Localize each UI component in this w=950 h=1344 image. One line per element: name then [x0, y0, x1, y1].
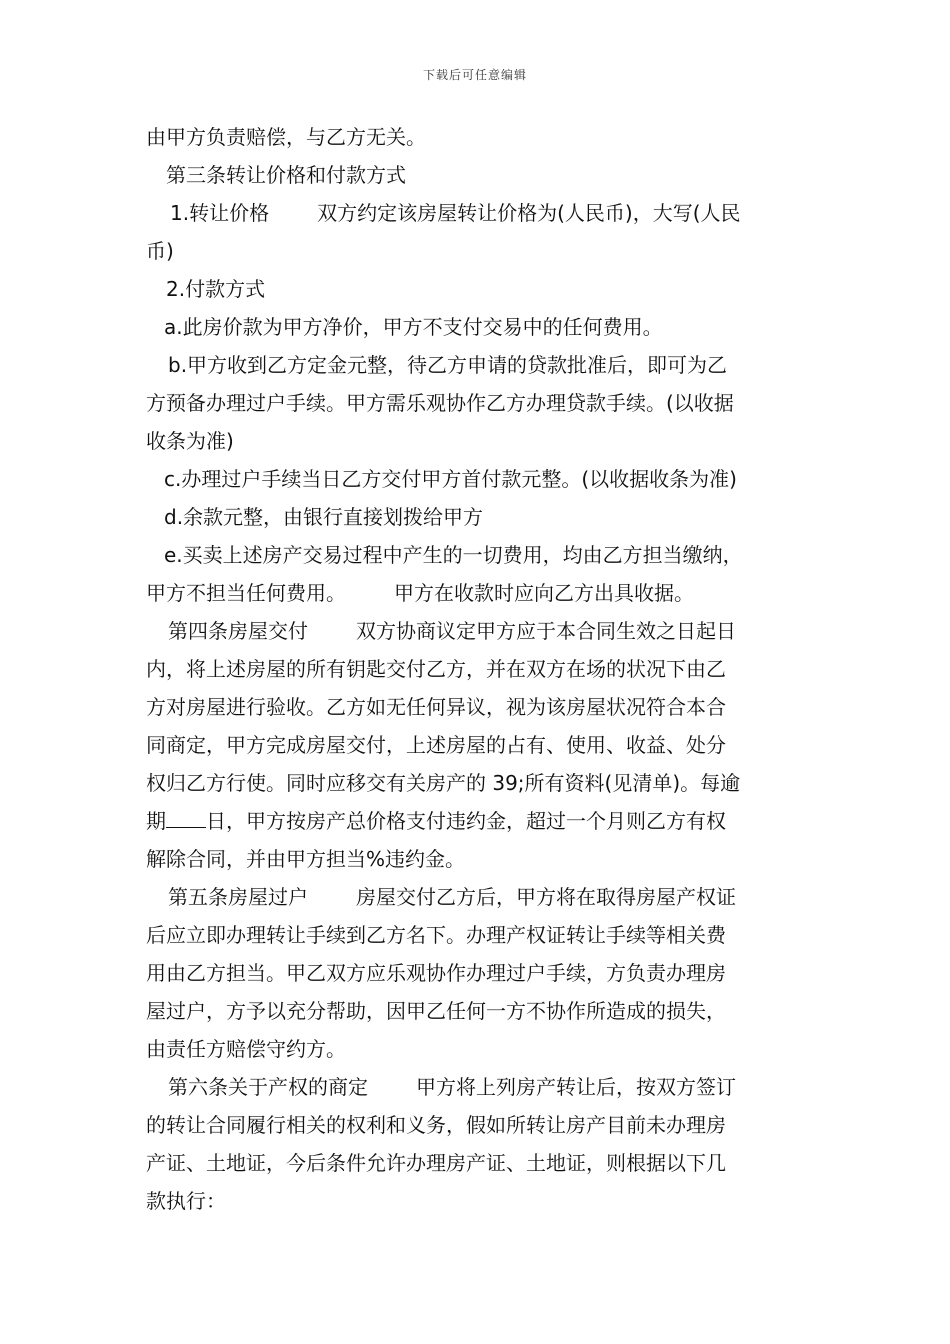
line-text: 解除合同，并由甲方担当%违约金。	[146, 847, 466, 871]
text-line	[146, 650, 810, 688]
text-line	[146, 270, 810, 308]
text-line	[146, 1182, 810, 1220]
text-line	[146, 840, 810, 878]
line-text: 由甲方负责赔偿，与乙方无关。	[146, 125, 426, 149]
line-text-continued: 甲方在收款时应向乙方出具收据。	[394, 581, 694, 605]
text-line	[146, 954, 810, 992]
line-text: 方预备办理过户手续。甲方需乐观协作乙方办理贷款手续。(以收据	[146, 391, 734, 415]
text-line	[146, 156, 810, 194]
line-text: 期	[146, 809, 166, 833]
line-text: 屋过户，方予以充分帮助，因甲乙任何一方不协作所造成的损失，	[146, 999, 726, 1023]
text-line	[146, 1030, 810, 1068]
line-text: 第三条转让价格和付款方式	[166, 163, 406, 187]
line-text: 第六条关于产权的商定	[168, 1075, 368, 1099]
line-text: a.此房价款为甲方净价，甲方不支付交易中的任何费用。	[164, 315, 663, 339]
line-text-continued: 双方协商议定甲方应于本合同生效之日起日	[356, 619, 736, 643]
fill-in-blank	[166, 805, 206, 828]
text-line	[146, 726, 810, 764]
text-line	[146, 802, 810, 840]
page-header: 下载后可任意编辑	[422, 68, 527, 82]
text-line	[146, 1144, 810, 1182]
text-line	[146, 992, 810, 1030]
line-text: b.甲方收到乙方定金元整，待乙方申请的贷款批准后，即可为乙	[168, 353, 728, 377]
line-text-continued: 甲方将上列房产转让后，按双方签订	[416, 1075, 736, 1099]
line-text: 币)	[146, 239, 174, 263]
line-text: 款执行：	[146, 1189, 226, 1213]
line-text: 方对房屋进行验收。乙方如无任何异议，视为该房屋状况符合本合	[146, 695, 726, 719]
line-text: 第四条房屋交付	[168, 619, 308, 643]
text-line	[146, 574, 810, 612]
line-text: 同商定，甲方完成房屋交付，上述房屋的占有、使用、收益、处分	[146, 733, 726, 757]
text-line	[146, 916, 810, 954]
line-text-continued: 日，甲方按房产总价格支付违约金，超过一个月则乙方有权	[206, 809, 726, 833]
line-text: d.余款元整，由银行直接划拨给甲方	[164, 505, 484, 529]
text-line	[146, 878, 810, 916]
text-line	[146, 764, 810, 802]
line-text: e.买卖上述房产交易过程中产生的一切费用，均由乙方担当缴纳，	[164, 543, 743, 567]
text-line	[146, 346, 810, 384]
text-line	[146, 460, 810, 498]
text-line	[146, 536, 810, 574]
line-text: 甲方不担当任何费用。	[146, 581, 346, 605]
text-line	[146, 612, 810, 650]
text-line	[146, 498, 810, 536]
line-text: 产证、土地证，今后条件允许办理房产证、土地证，则根据以下几	[146, 1151, 726, 1175]
text-line	[146, 194, 810, 232]
line-text: c.办理过户手续当日乙方交付甲方首付款元整。(以收据收条为准)	[164, 467, 737, 491]
line-text: 内，将上述房屋的所有钥匙交付乙方，并在双方在场的状况下由乙	[146, 657, 726, 681]
line-text: 收条为准)	[146, 429, 234, 453]
text-line	[146, 422, 810, 460]
line-text: 由责任方赔偿守约方。	[146, 1037, 346, 1061]
text-line	[146, 384, 810, 422]
text-line	[146, 1106, 810, 1144]
line-text-continued: 房屋交付乙方后，甲方将在取得房屋产权证	[356, 885, 736, 909]
line-text: 1.转让价格	[170, 201, 270, 225]
text-line	[146, 308, 810, 346]
text-line	[146, 118, 810, 156]
text-line	[146, 1068, 810, 1106]
text-line	[146, 688, 810, 726]
line-text: 第五条房屋过户	[168, 885, 308, 909]
line-text: 权归乙方行使。同时应移交有关房产的 39;所有资料(见清单)。每逾	[146, 771, 741, 795]
document-body	[146, 118, 810, 1220]
line-text: 的转让合同履行相关的权利和义务，假如所转让房产目前未办理房	[146, 1113, 726, 1137]
line-text: 后应立即办理转让手续到乙方名下。办理产权证转让手续等相关费	[146, 923, 726, 947]
line-text-continued: 双方约定该房屋转让价格为(人民币)，大写(人民	[317, 201, 741, 225]
line-text: 用由乙方担当。甲乙双方应乐观协作办理过户手续，方负责办理房	[146, 961, 726, 985]
line-text: 2.付款方式	[166, 277, 266, 301]
text-line	[146, 232, 810, 270]
